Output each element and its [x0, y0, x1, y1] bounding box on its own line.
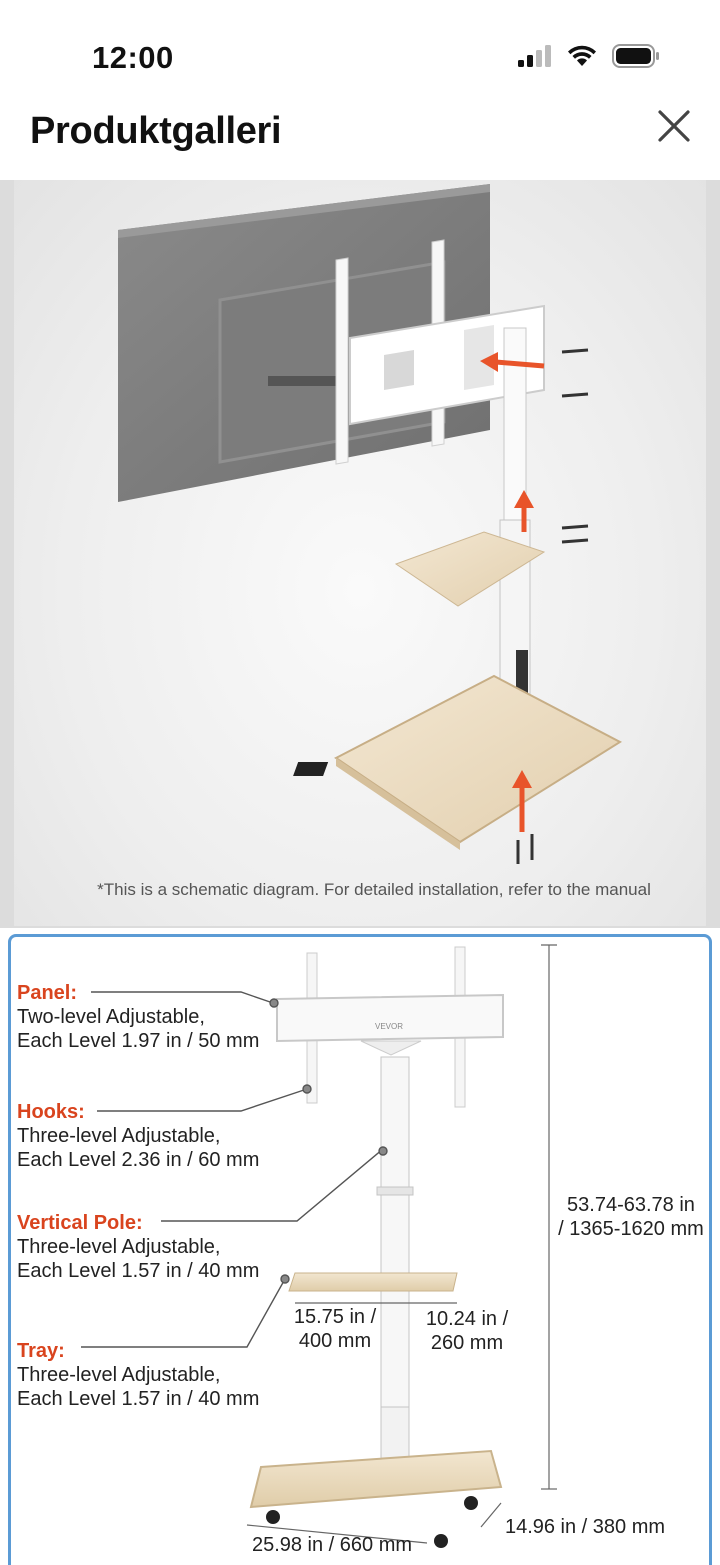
spec-hooks-title: Hooks: — [17, 1101, 85, 1123]
spec-hooks-line2: Each Level 2.36 in / 60 mm — [17, 1149, 260, 1171]
spec-vertical-pole-line1: Three-level Adjustable, — [17, 1236, 221, 1258]
spec-vertical-pole-line2: Each Level 1.57 in / 40 mm — [17, 1260, 260, 1282]
dimension-tray-width-line1: 15.75 in / — [293, 1306, 377, 1328]
spec-tray-title: Tray: — [17, 1340, 65, 1362]
spec-tray-line2: Each Level 1.57 in / 40 mm — [17, 1388, 260, 1410]
brand-mark: VEVOR — [374, 1022, 404, 1031]
spec-hooks-line1: Three-level Adjustable, — [17, 1125, 221, 1147]
dimension-tray-depth — [417, 1307, 517, 1355]
status-bar — [0, 0, 720, 100]
spec-panel-line2: Each Level 1.97 in / 50 mm — [17, 1030, 260, 1052]
spec-panel — [17, 981, 259, 1053]
dimension-height-line1: 53.74-63.78 in — [567, 1194, 695, 1216]
dimension-tray-depth-line2: 260 mm — [430, 1332, 504, 1354]
signal-icon — [518, 45, 552, 67]
status-time: 12:00 — [92, 40, 174, 75]
spec-hooks — [17, 1100, 259, 1172]
header — [0, 100, 720, 178]
page-title: Produktgalleri — [30, 110, 282, 152]
installation-illustration — [14, 180, 706, 870]
base — [293, 676, 620, 850]
status-icons — [518, 44, 660, 68]
gallery-image-installation[interactable] — [0, 180, 720, 928]
dimension-tray-width-line2: 400 mm — [298, 1330, 372, 1352]
dimension-tray-depth-line1: 10.24 in / — [425, 1308, 509, 1330]
close-button[interactable] — [656, 108, 692, 144]
dimension-base-width: 25.98 in / 660 mm — [251, 1534, 413, 1556]
gallery-image-dimensions[interactable] — [8, 934, 712, 1565]
dimension-height — [551, 1193, 711, 1241]
spec-vertical-pole-title: Vertical Pole: — [17, 1212, 143, 1234]
spec-tray-line1: Three-level Adjustable, — [17, 1364, 221, 1386]
diagram-caption: *This is a schematic diagram. For detailed installation, refer to the manual — [97, 880, 651, 899]
dimension-tray-width — [287, 1305, 383, 1353]
installation-diagram — [14, 180, 706, 926]
dimension-height-line2: / 1365-1620 mm — [558, 1218, 704, 1240]
spec-vertical-pole — [17, 1211, 259, 1283]
close-icon — [656, 108, 692, 144]
dimension-base-depth: 14.96 in / 380 mm — [504, 1516, 666, 1538]
spec-panel-line1: Two-level Adjustable, — [17, 1006, 205, 1028]
spec-panel-title: Panel: — [17, 982, 78, 1004]
spec-tray — [17, 1339, 259, 1411]
battery-icon — [612, 44, 660, 68]
wifi-icon — [566, 44, 598, 68]
